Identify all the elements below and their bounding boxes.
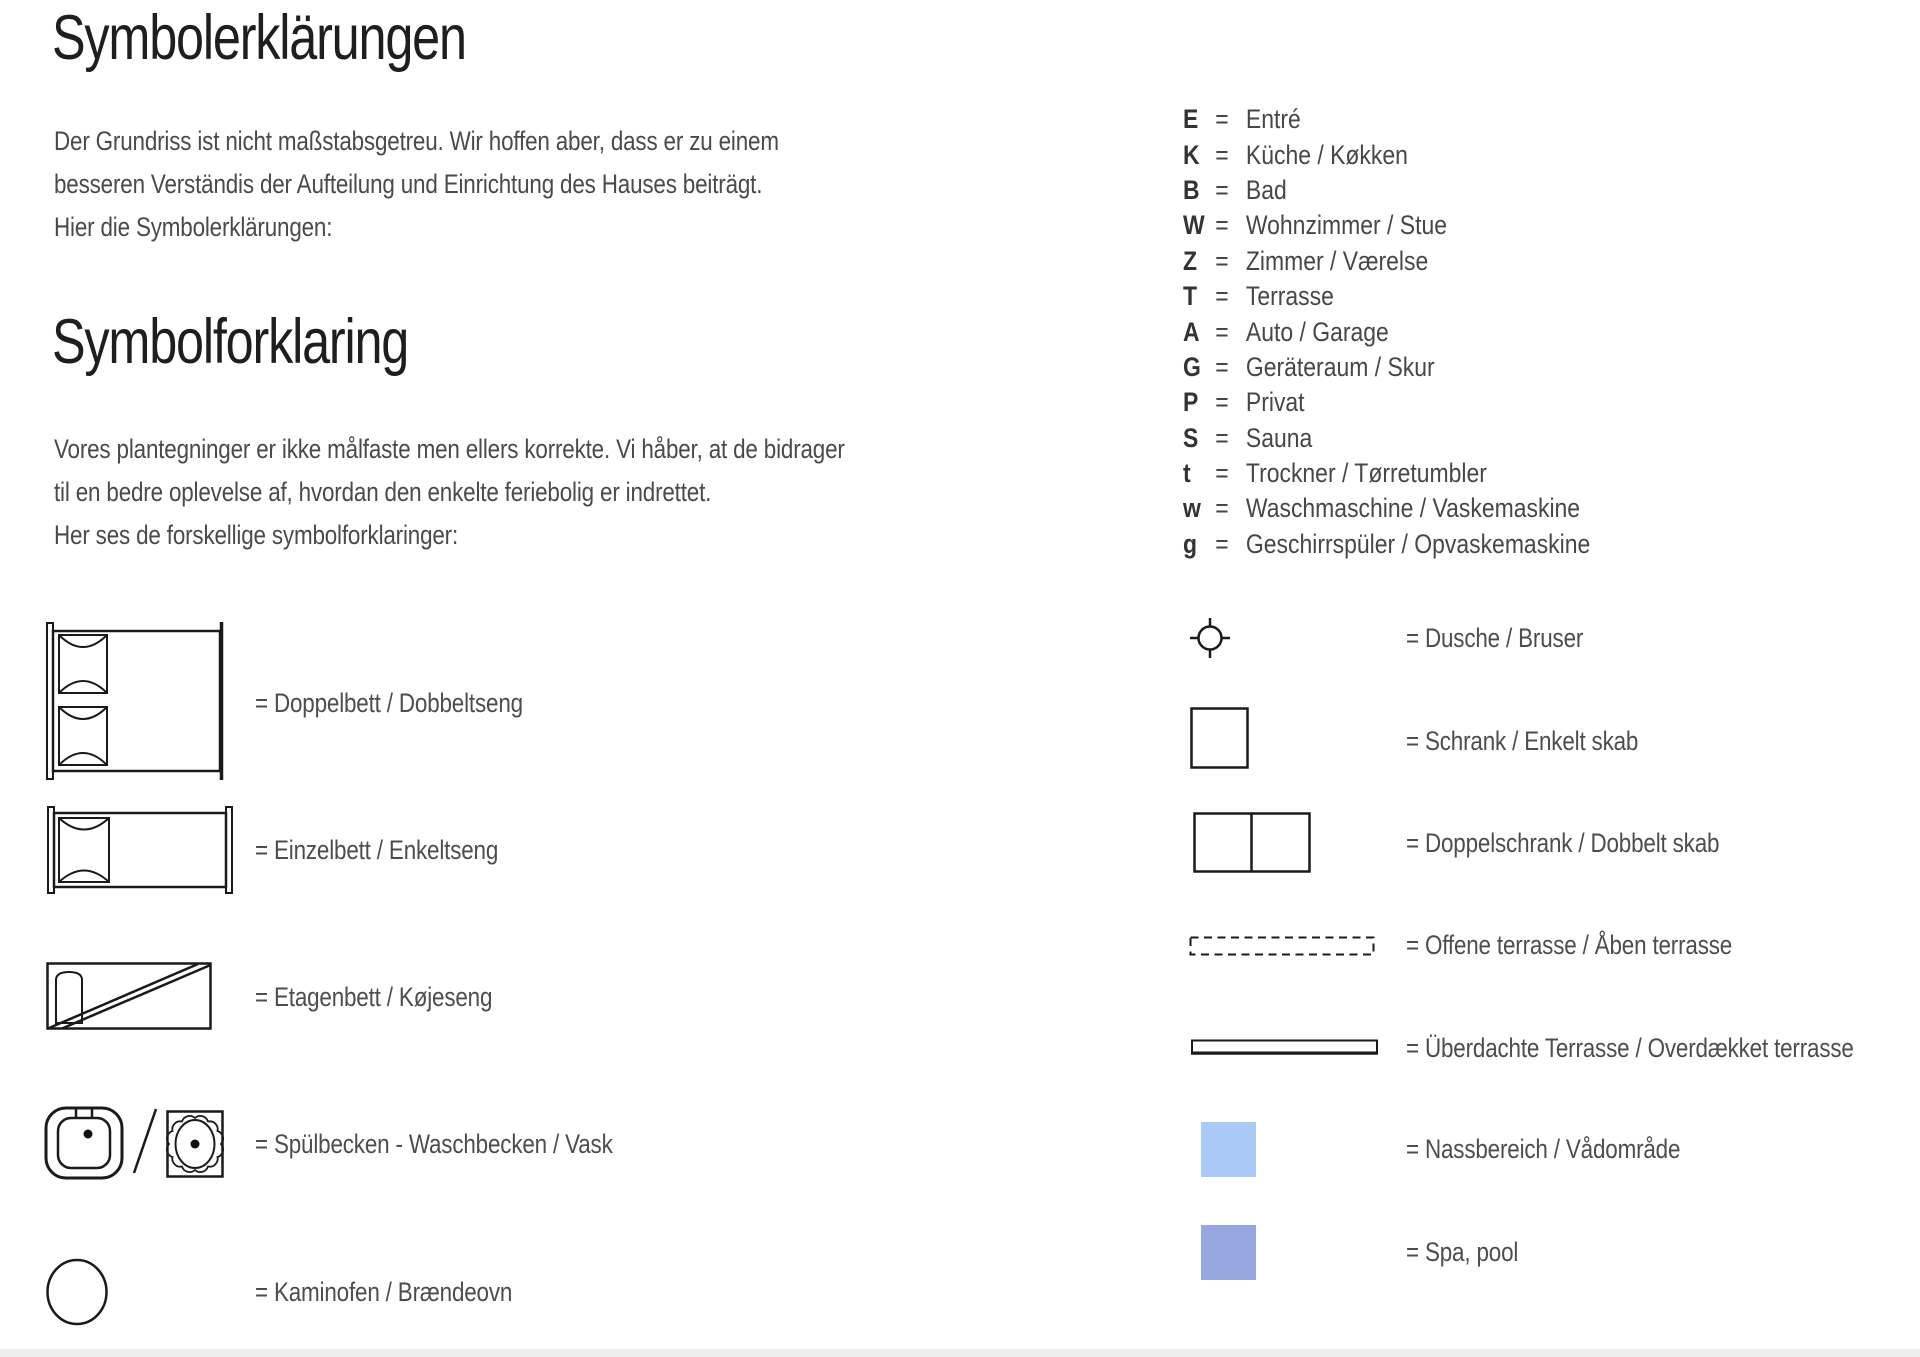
letter: S — [1183, 422, 1199, 453]
letter: K — [1183, 139, 1200, 170]
letter-meaning: Geräteraum / Skur — [1245, 351, 1435, 382]
letter-row-G — [1183, 350, 1590, 385]
equals-sign: = — [1215, 387, 1229, 418]
spa-pool-icon — [1201, 1225, 1256, 1280]
equals-sign: = — [1215, 458, 1229, 489]
letter: Z — [1183, 245, 1198, 276]
letter-row-S — [1183, 421, 1590, 456]
equals-sign: = — [1215, 422, 1229, 453]
letter-row-E — [1183, 102, 1590, 137]
equals-sign: = — [1215, 493, 1229, 524]
letter: B — [1183, 174, 1200, 205]
intro-german-line-2: besseren Verständis der Aufteilung und Einrichtung des Hauses beiträgt. — [54, 169, 763, 199]
letter-meaning: Wohnzimmer / Stue — [1245, 210, 1448, 241]
letter-meaning: Sauna — [1245, 422, 1313, 453]
letter-row-t — [1183, 456, 1590, 491]
letter-meaning: Waschmaschine / Vaskemaskine — [1245, 493, 1581, 524]
equals-sign: = — [1215, 528, 1229, 559]
equals-sign: = — [1215, 104, 1229, 135]
letter-meaning: Auto / Garage — [1245, 316, 1389, 347]
shower-icon — [1187, 615, 1233, 661]
letter-meaning: Bad — [1245, 174, 1287, 205]
letter-meaning: Zimmer / Værelse — [1245, 245, 1429, 276]
letter: t — [1183, 458, 1191, 489]
letter-meaning: Terrasse — [1245, 281, 1334, 312]
intro-danish — [54, 428, 845, 557]
letter-legend — [1183, 102, 1590, 562]
letter: W — [1183, 210, 1205, 241]
letter: g — [1183, 528, 1198, 559]
letter-row-K — [1183, 137, 1590, 172]
shower-label: = Dusche / Bruser — [1406, 623, 1584, 653]
bottom-page-edge — [0, 1349, 1920, 1357]
washbasin-icon — [166, 1110, 224, 1178]
letter-row-g — [1183, 527, 1590, 562]
page-title-danish: Symbolforklaring — [52, 307, 409, 377]
wet-area-icon — [1201, 1122, 1256, 1177]
letter-meaning: Trockner / Tørretumbler — [1245, 458, 1487, 489]
equals-sign: = — [1215, 210, 1229, 241]
intro-german — [54, 120, 779, 249]
equals-sign: = — [1215, 245, 1229, 276]
equals-sign: = — [1215, 316, 1229, 347]
intro-danish-line-1: Vores plantegninger er ikke målfaste men ellers korrekte. Vi håber, at de bidrager — [54, 434, 845, 464]
double-cabinet-label: = Doppelschrank / Dobbelt skab — [1406, 828, 1720, 858]
intro-danish-line-3: Her ses de forskellige symbolforklaringer: — [54, 520, 459, 550]
single-bed-label: = Einzelbett / Enkeltseng — [255, 835, 499, 865]
double-bed-label: = Doppelbett / Dobbeltseng — [255, 688, 523, 718]
letter-meaning: Geschirrspüler / Opvaskemaskine — [1245, 528, 1591, 559]
page-title-german: Symbolerklärungen — [52, 3, 466, 73]
letter-row-w — [1183, 491, 1590, 526]
letter-meaning: Privat — [1245, 387, 1305, 418]
single-cabinet-icon — [1190, 707, 1249, 769]
equals-sign: = — [1215, 351, 1229, 382]
letter: P — [1183, 387, 1199, 418]
sink-label: = Spülbecken - Waschbecken / Vask — [255, 1129, 613, 1159]
intro-german-line-3: Hier die Symbolerklärungen: — [54, 212, 333, 242]
slash-separator — [132, 1107, 158, 1175]
letter-meaning: Entré — [1245, 104, 1301, 135]
bunk-bed-label: = Etagenbett / Køjeseng — [255, 982, 493, 1012]
wood-stove-label: = Kaminofen / Brændeovn — [255, 1277, 513, 1307]
open-terrace-label: = Offene terrasse / Åben terrasse — [1406, 930, 1733, 960]
letter: A — [1183, 316, 1200, 347]
letter-row-W — [1183, 208, 1590, 243]
spa-pool-label: = Spa, pool — [1406, 1237, 1519, 1267]
letter-row-A — [1183, 314, 1590, 349]
letter: T — [1183, 281, 1198, 312]
intro-danish-line-2: til en bedre oplevelse af, hvordan den enkelte feriebolig er indrettet. — [54, 477, 712, 507]
single-cabinet-label: = Schrank / Enkelt skab — [1406, 726, 1639, 756]
open-terrace-icon — [1189, 936, 1375, 956]
bunk-bed-icon — [46, 962, 212, 1030]
equals-sign: = — [1215, 139, 1229, 170]
covered-terrace-icon — [1191, 1039, 1378, 1055]
sink-icon — [44, 1106, 124, 1180]
equals-sign: = — [1215, 281, 1229, 312]
letter: E — [1183, 104, 1199, 135]
letter: G — [1183, 351, 1201, 382]
letter: w — [1183, 493, 1201, 524]
letter-row-Z — [1183, 244, 1590, 279]
intro-german-line-1: Der Grundriss ist nicht maßstabsgetreu. Wir hoffen aber, dass er zu einem — [54, 126, 779, 156]
letter-row-B — [1183, 173, 1590, 208]
wet-area-label: = Nassbereich / Vådområde — [1406, 1134, 1681, 1164]
letter-row-T — [1183, 279, 1590, 314]
wood-stove-icon — [45, 1258, 109, 1326]
covered-terrace-label: = Überdachte Terrasse / Overdækket terrasse — [1406, 1033, 1854, 1063]
equals-sign: = — [1215, 174, 1229, 205]
letter-row-P — [1183, 385, 1590, 420]
letter-meaning: Küche / Køkken — [1245, 139, 1408, 170]
double-bed-icon — [45, 622, 227, 780]
double-cabinet-icon — [1193, 812, 1311, 873]
single-bed-icon — [46, 806, 234, 894]
